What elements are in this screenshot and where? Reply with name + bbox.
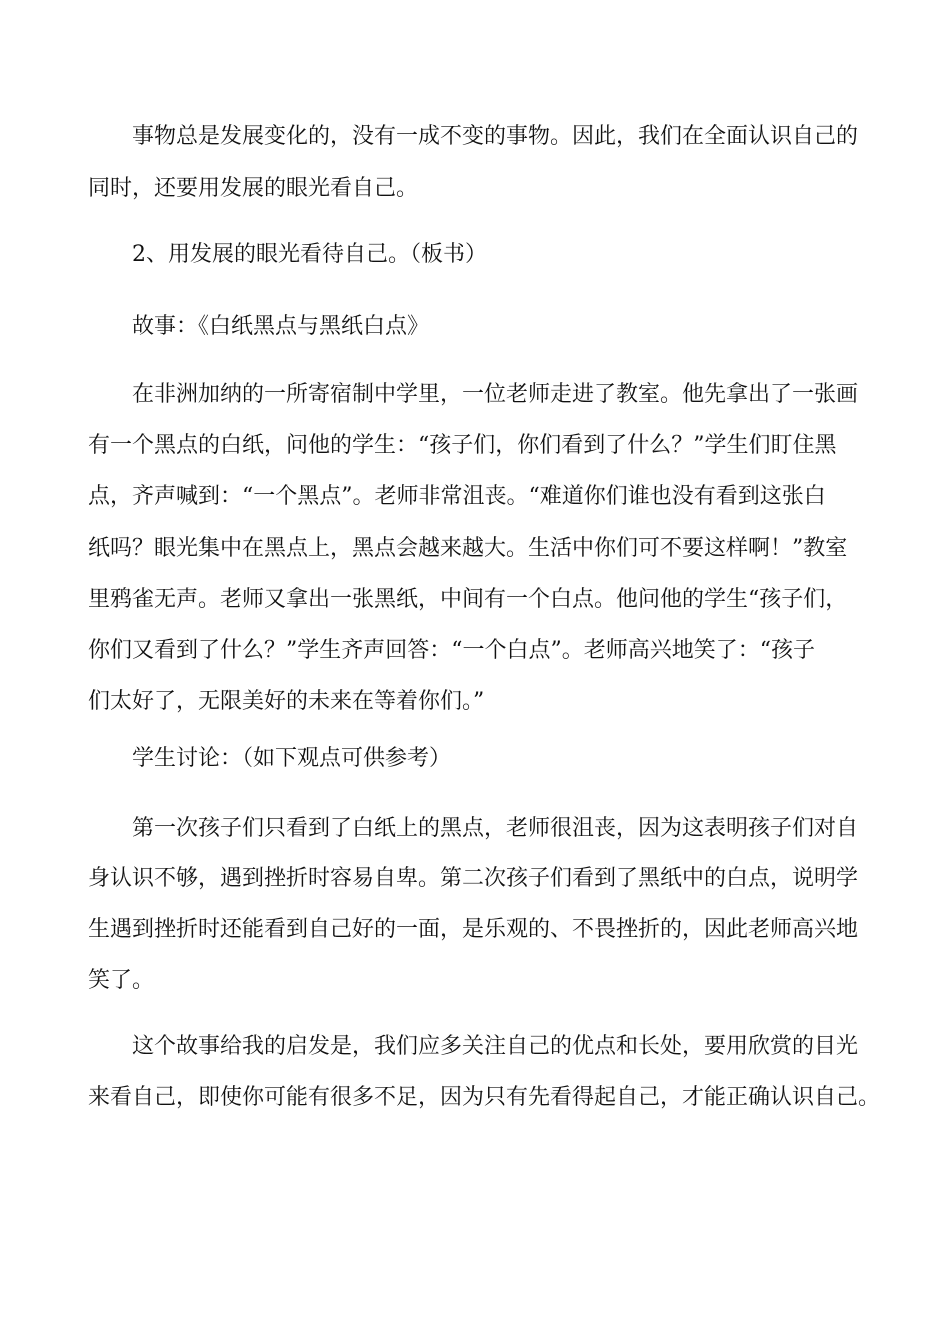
conclusion-line-2: 来看自己，即使你可能有很多不足，因为只有先看得起自己，才能正确认识自己。: [88, 1085, 881, 1110]
discussion-line-3: 生遇到挫折时还能看到自己好的一面，是乐观的、不畏挫折的，因此老师高兴地: [88, 917, 859, 942]
story-line-6: 你们又看到了什么？”学生齐声回答：“一个白点”。老师高兴地笑了：“孩子: [88, 638, 815, 663]
story-line-5: 里鸦雀无声。老师又拿出一张黑纸，中间有一个白点。他问他的学生“孩子们，: [88, 587, 848, 612]
story-title: 故事：《白纸黑点与黑纸白点》: [132, 314, 430, 339]
section-heading: 2、用发展的眼光看待自己。（板书）: [132, 242, 487, 267]
story-line-2: 有一个黑点的白纸，问他的学生：“孩子们，你们看到了什么？”学生们盯住黑: [88, 433, 837, 458]
discussion-line-1: 第一次孩子们只看到了白纸上的黑点，老师很沮丧，因为这表明孩子们对自: [132, 816, 859, 841]
story-line-1: 在非洲加纳的一所寄宿制中学里，一位老师走进了教室。他先拿出了一张画: [132, 382, 859, 407]
discussion-heading: 学生讨论：（如下观点可供参考）: [132, 746, 452, 771]
discussion-line-4: 笑了。: [88, 968, 155, 993]
discussion-line-2: 身认识不够，遇到挫折时容易自卑。第二次孩子们看到了黑纸中的白点，说明学: [88, 866, 859, 891]
paragraph-1-line-1: 事物总是发展变化的，没有一成不变的事物。因此，我们在全面认识自己的: [132, 124, 859, 149]
paragraph-1-line-2: 同时，还要用发展的眼光看自己。: [88, 176, 419, 201]
story-line-7: 们太好了，无限美好的未来在等着你们。”: [88, 689, 485, 714]
conclusion-line-1: 这个故事给我的启发是，我们应多关注自己的优点和长处，要用欣赏的目光: [132, 1034, 859, 1059]
story-line-4: 纸吗？眼光集中在黑点上，黑点会越来越大。生活中你们可不要这样啊！”教室: [88, 536, 848, 561]
story-line-3: 点，齐声喊到：“一个黑点”。老师非常沮丧。“难道你们谁也没有看到这张白: [88, 484, 826, 509]
